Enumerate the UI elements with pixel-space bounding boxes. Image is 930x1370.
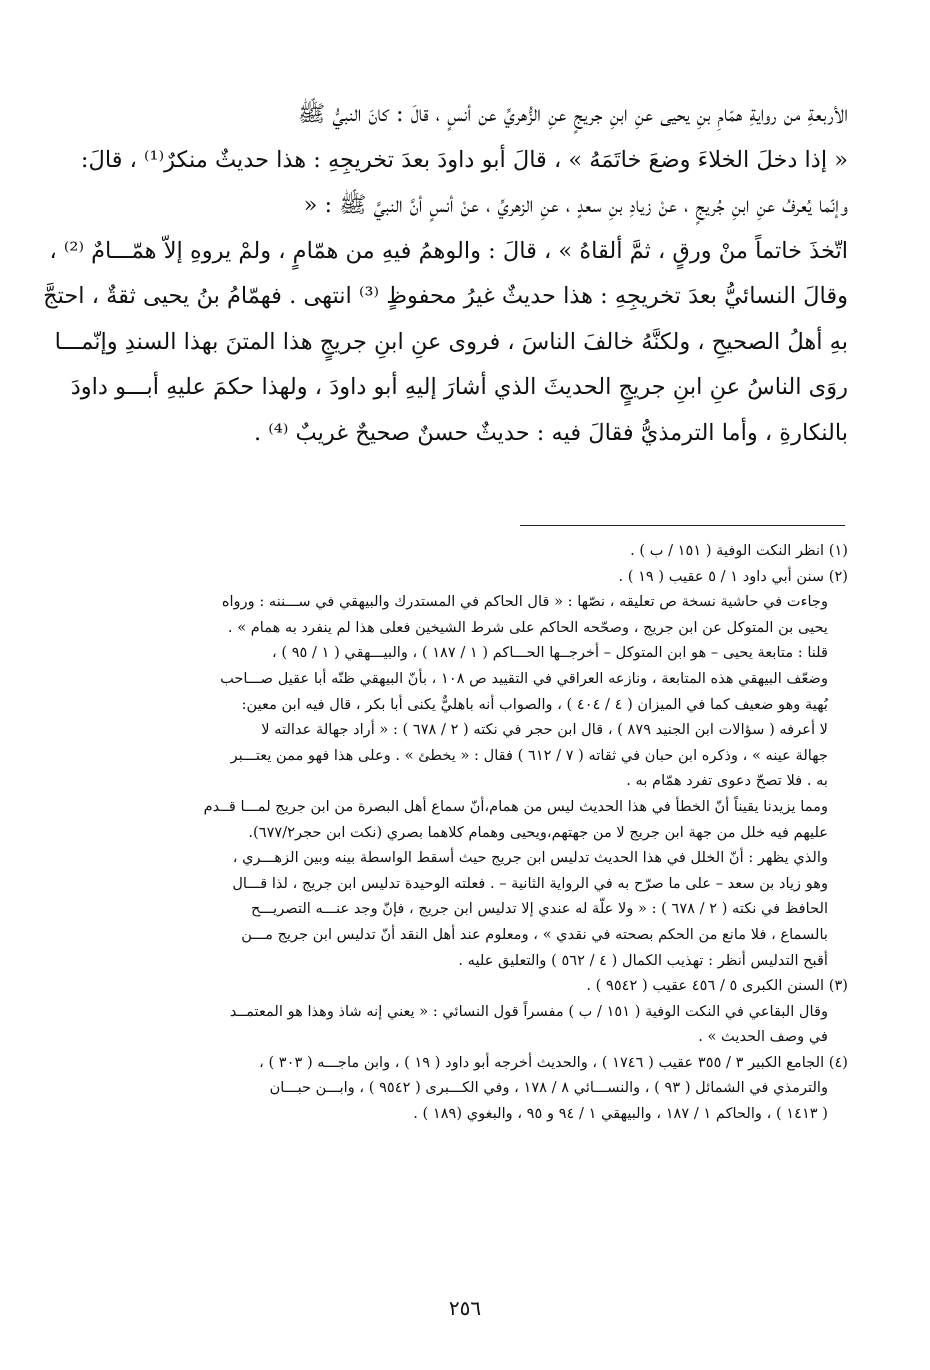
footnote-line: (٣) السنن الكبرى ٥ / ٤٥٦ عقيب ( ٩٥٤٢ ) . [586,977,848,995]
footnote-line: (٤) الجامع الكبير ٣ / ٣٥٥ عقيب ( ١٧٤٦ ) ، والحديث أخرجه أبو داود ( ١٩ ) ، وابن ماجـــه ( ٣٠٣ ) ، [259,1053,848,1071]
main-text-line: الأربعةِ من روايةِ همّامِ بنِ يحيى عنِ ابنِ جريجٍ عنِ الزُّهريِّ عن أنسٍ ، قالَ : كانَ النبيُّ ﷺ [298,101,848,127]
main-text-line: روَى الناسُ عنِ ابنِ جريجٍ الحديثَ الذي أشارَ إليهِ أبو داودَ ، ولهذا حكمَ عليهِ أبـــو داودَ [70,374,848,400]
footnote-continuation-line: بالسماع ، فلا مانع من الحكم بصحته في نقدي » ، ومعلوم عند أهل النقد أنّ تدليس ابن جريج مـــن [241,925,828,943]
footnote-continuation-line: ومما يزيدنا يقيناً أنّ الخطأ في هذا الحديث ليس من همام،أنّ سماع أهل البصرة من ابن جريج لمـــا قــدم [203,797,828,815]
footnote-continuation-line: أقبح التدليس أنظر : تهذيب الكمال ( ٤ / ٥٦٢ ) والتعليق عليه . [458,951,828,969]
main-text-line: وإنّما يُعرفُ عنِ ابنِ جُريجٍ ، عنْ زيادِ بنِ سعدٍ ، عنِ الزهريِّ ، عنْ أنسٍ أنَّ النبيَّ ﷺ : « [303,192,848,218]
footnote-line: (١) انظر النكت الوفية ( ١٥١ / ب ) . [630,542,848,559]
footnote-continuation-line: في وصف الحديث » . [698,1028,828,1046]
main-text-line: بالنكارةِ ، وأما الترمذيُّ فقالَ فيه : حديثٌ حسنٌ صحيحٌ غريبٌ ⁽⁴⁾ . [253,419,848,446]
footnote-continuation-line: وقال البقاعي في النكت الوفية ( ١٥١ / ب ) مفسراً قول النسائي : « يعني إنه شاذ وهذا هو المعتمــد [229,1002,828,1020]
main-text-line: اتّخذَ خاتماً منْ ورقٍ ، ثمَّ ألقاهُ » ، قالَ : والوهمُ فيهِ من همّامٍ ، ولمْ يروهِ إلاّ همّـــامٌ ⁽²⁾ ، [49,237,848,264]
footnote-continuation-line: جهالة عينه » ، وذكره ابن حبان في ثقاته ( ٧ / ٦١٢ ) فقال : « يخطئ » . وعلى هذا فهو ممن يعتـــبر [230,746,828,764]
footnote-continuation-line: به . فلا تصحّ دعوى تفرد همّام به . [626,772,828,790]
main-text-line: وقالَ النسائيُّ بعدَ تخريجِهِ : هذا حديثٌ غيرُ محفوظٍ ⁽³⁾ انتهى . فهمّامُ بنُ يحيى ثقةٌ ، احتجَّ [43,283,848,309]
footnote-continuation-line: عليهم فيه خلل من جهة ابن جريج لا من جهتهم،ويحيى وهمام كلاهما بصري (نكت ابن حجر٦٧٧/٢). [248,823,828,841]
footnote-continuation-line: يحيى بن المتوكل عن ابن جريج ، وصحّحه الحاكم على شرط الشيخين فعلى هذا لم ينفرد به همام » . [227,618,828,636]
footnote-separator-line [520,525,845,526]
page-number: ٢٥٦ [448,1296,482,1320]
footnote-continuation-line: وضعّف البيهقي هذه المتابعة ، ونازعه العراقي في التقييد ص ١٠٨ ، بأنّ البيهقي ظنّه أبا عقيل صـــاحب [220,669,828,687]
main-text-block [43,92,848,456]
main-text-line: بهِ أهلُ الصحيحِ ، ولكنَّهُ خالفَ الناسَ ، فروى عنِ ابنِ جريجٍ هذا المتنَ بهذا السندِ وإنّمـــا [54,328,848,355]
footnote-line: (٢) سنن أبي داود ١ / ٥ عقيب ( ١٩ ) . [618,567,848,585]
footnote-continuation-line: الحافظ في نكته ( ٢ / ٦٧٨ ) : « ولا علّة له عندي إلا تدليس ابن جريج ، فإنّ وجد عنـــه التصريـــح [250,900,828,918]
footnotes-block [72,538,848,1127]
footnote-continuation-line: والذي يظهر : أنّ الخلل في هذا الحديث تدليس ابن جريج حيث أسقط الواسطة بينه وبين الزهـــري ، [232,849,828,867]
footnote-continuation-line: بُهية وهو ضعيف كما في الميزان ( ٤ / ٤٠٤ ) ، والصواب أنه باهليٌّ يكنى أبا بكر ، قال فيه ابن معين: [241,695,828,713]
footnote-continuation-line: قلنا : متابعة يحيى – هو ابن المتوكل – أخرجــها الحـــاكم ( ١ / ١٨٧ ) ، والبيـــهقي ( ١ / ٩٥ ) ، [272,644,828,662]
footnote-continuation-line: وهو زياد بن سعد – على ما صرّح به في الرواية الثانية – . فعلته الوحيدة تدليس ابن جريج ، لذا قـــال [232,874,828,892]
footnote-continuation-line: لا أعرفه ( سؤالات ابن الجنيد ٨٧٩ ) ، قال ابن حجر في نكته ( ٢ / ٦٧٨ ) : « أراد جهالة عدالته لا [261,721,828,739]
main-text-line: « إذا دخلَ الخلاءَ وضعَ خاتَمَهُ » ، قالَ أبو داودَ بعدَ تخريجِهِ : هذا حديثٌ منكرٌ⁽¹⁾ ، قالَ: [80,146,848,173]
footnote-continuation-line: وجاءت في حاشية نسخة ص تعليقه ، نصّها : « قال الحاكم في المستدرك والبيهقي في ســـننه : ورواه [221,593,828,611]
footnote-continuation-line: والترمذي في الشمائل ( ٩٣ ) ، والنســـائي ٨ / ١٧٨ ، وفي الكـــبرى ( ٩٥٤٢ ) ، وابـــن حبـــان [269,1079,828,1097]
footnote-continuation-line: ( ١٤١٣ ) ، والحاكم ١ / ١٨٧ ، والبيهقي ١ / ٩٤ و ٩٥ ، والبغوي (١٨٩ ) . [413,1105,828,1123]
